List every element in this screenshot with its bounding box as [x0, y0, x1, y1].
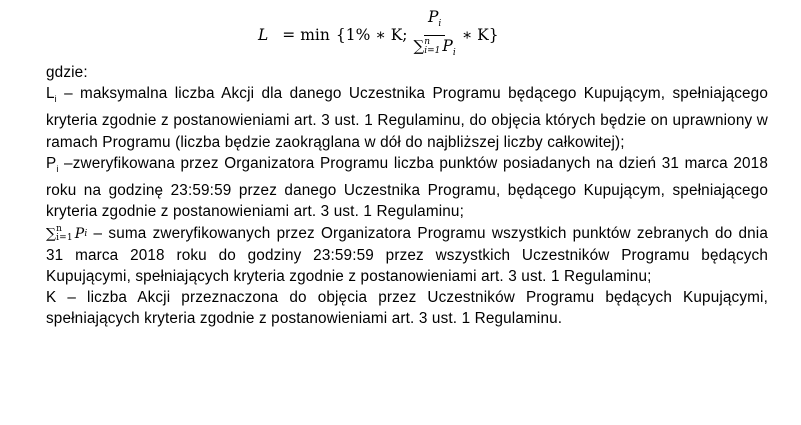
definition-pi — [46, 153, 768, 223]
pi-text: –zweryfikowana przez Organizatora Programu liczba punktów posiadanych na dzień 31 marca 2018 roku na godzinę 23:59:59 przez danego Uczestnika Programu, będącego Kupującym, spełniającego kryteria zgodnie z postanowieniami art. 3 ust. 1 Regulaminu; — [46, 154, 768, 221]
sum-symbol-inline: ∑ — [46, 225, 57, 242]
pi-sub: i — [56, 163, 59, 174]
formula-equals-min: = min — [282, 26, 330, 44]
formula-lhs: L — [258, 26, 269, 44]
formula — [258, 10, 558, 60]
formula-open: {1% ∗ K; — [335, 26, 408, 44]
sum-inline-lower: i=1 — [56, 233, 73, 244]
li-label: L — [46, 85, 55, 103]
sum-expression — [46, 224, 87, 245]
formula-fraction — [414, 8, 456, 61]
sum-inline-upper: n — [56, 224, 63, 235]
denominator-sub: i — [452, 47, 456, 58]
denominator-p: P — [442, 36, 453, 55]
pi-label: P — [46, 154, 57, 172]
sum-lower: i=1 — [424, 45, 441, 56]
definition-li — [46, 83, 768, 153]
sum-limits — [424, 38, 440, 56]
numerator-sub: i — [438, 19, 442, 30]
formula-denominator — [414, 36, 456, 62]
li-sub: i — [54, 94, 57, 105]
formula-close: ∗ K} — [461, 26, 499, 44]
sum-upper: n — [424, 36, 431, 47]
definition-sum — [46, 223, 768, 288]
sum-inline-sub: i — [84, 228, 88, 239]
intro-text: gdzie: — [46, 64, 88, 81]
sum-text: – suma zweryfikowanych przez Organizatora Programu wszystkich punktów zebranych do dnia 31 marca 2018 roku do godziny 23:59:59 przez wszystkich Uczestników Programu będących Kupującymi, spełniających kryteria zgodnie z postanowieniami art. 3 ust. 1 Regulaminu; — [46, 224, 768, 285]
li-text: – maksymalna liczba Akcji dla danego Uczestnika Programu będącego Kupującym, spełniającego kryteria zgodnie z postanowieniami art. 3 ust. 1 Regulaminu, do objęcia których będzie on uprawniony w ramach Programu (liczba będzie zaokrąglana w dół do najbliższej liczby całkowitej); — [46, 85, 768, 151]
sum-symbol: ∑ — [413, 36, 425, 55]
definition-k: K – liczba Akcji przeznaczona do objęcia przez Uczestników Programu będących Kupującymi, spełniających kryteria zgodnie z postanowieniami art. 3 ust. 1 Regulaminu. — [46, 289, 768, 328]
definitions-text — [46, 62, 768, 330]
sum-inline-p: P — [74, 225, 85, 242]
numerator-p: P — [427, 8, 439, 27]
formula-numerator — [424, 8, 445, 35]
sum-inline-limits — [56, 225, 73, 243]
